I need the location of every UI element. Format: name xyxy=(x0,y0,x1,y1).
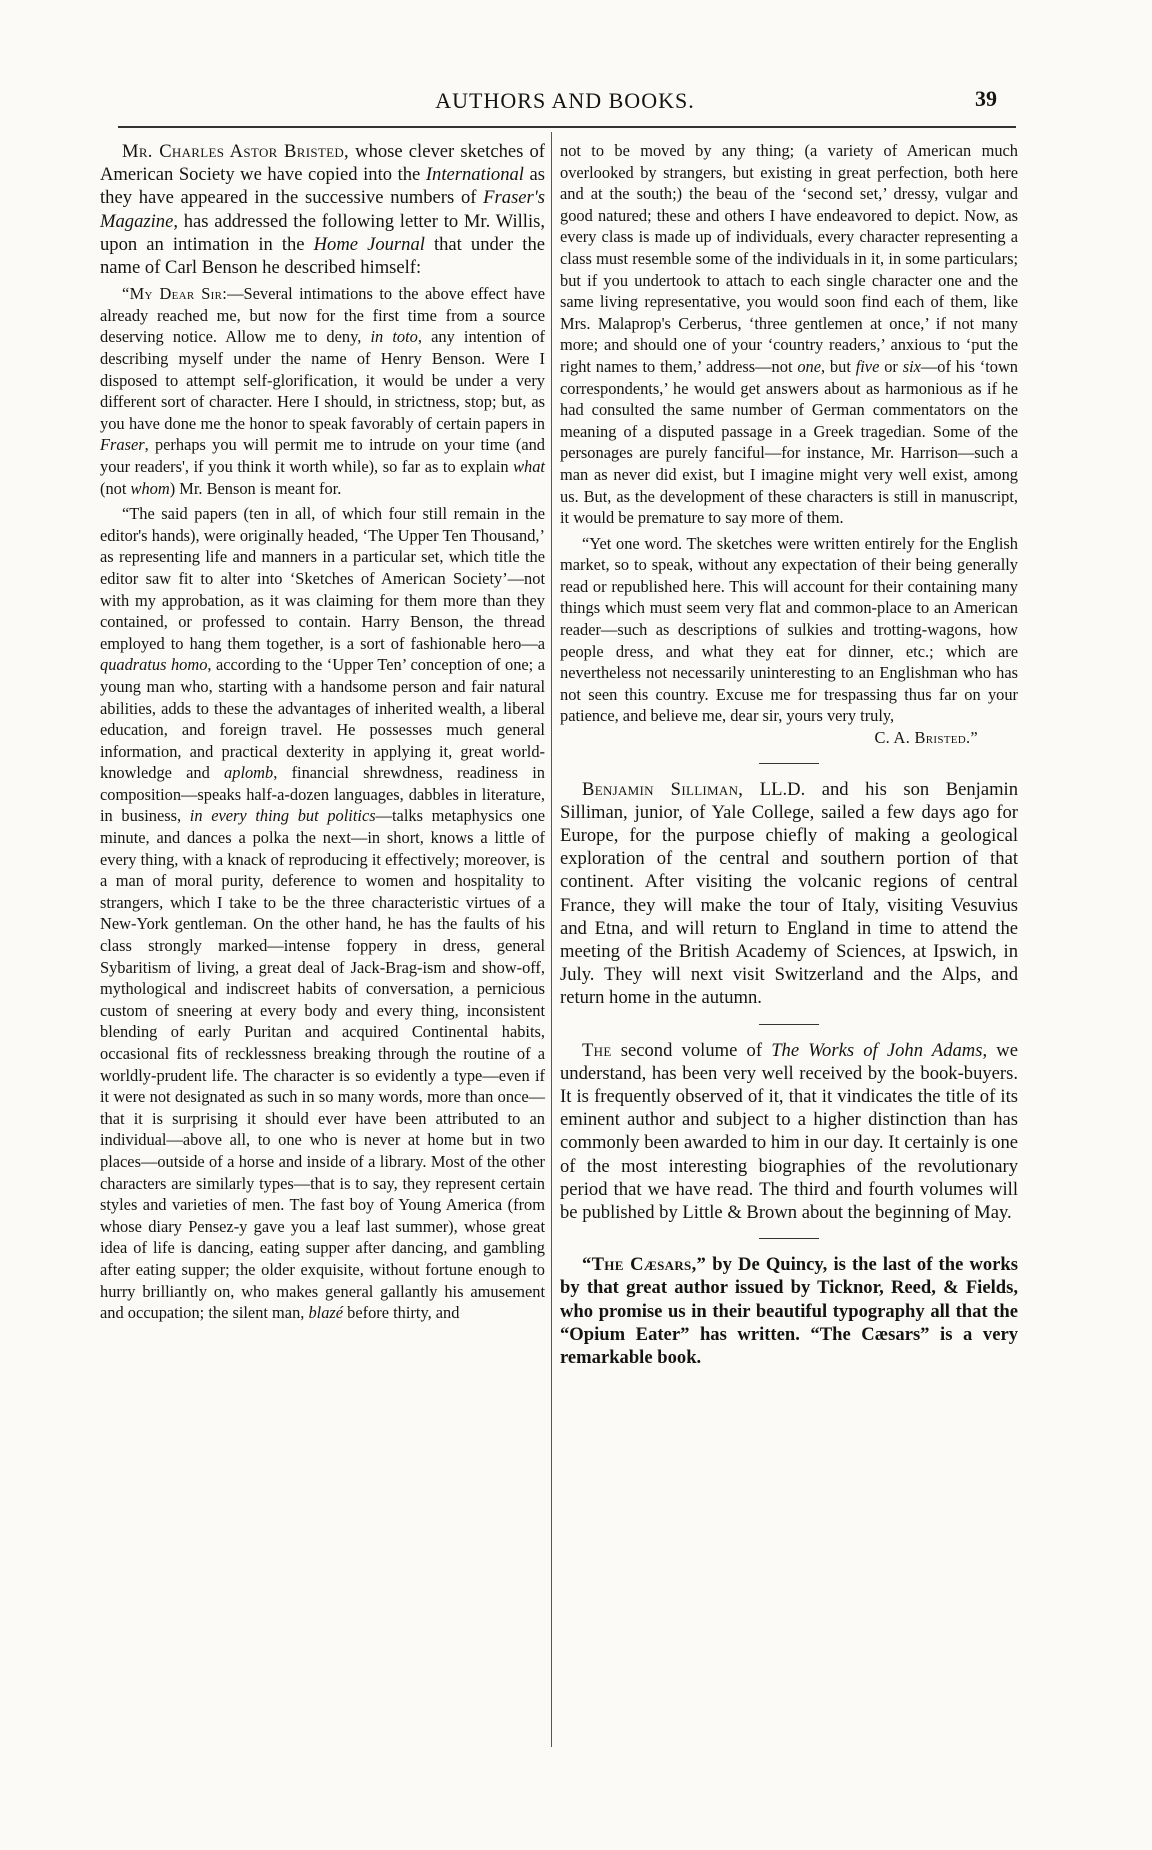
text-run: “The said papers (ten in all, of which four still remain in the editor's hands), were originally headed, ‘The Upper Ten Thousand,’ as representing life and manners in a particular set, which title the editor saw fit to alter into ‘Sketches of American Society’—not with my approbation, as it was claiming for them more than they contained, or professed to contain. Harry Benson, the thread employed to hang them together, is a sort of fashionable hero—a xyxy=(100,504,545,653)
text-run: , perhaps you will permit me to intrude on your time (and your readers', if you think it worth while), so far as to explain xyxy=(100,435,545,476)
italic-run: one xyxy=(797,356,821,376)
text-run: , according to the ‘Upper Ten’ conception of one; a young man who, starting with a handsome person and fair natural abilities, adds to these the advantages of inherited wealth, a liberal education, and foreign travel. He possesses much general information, and practical dexterity in applying it, great world-knowledge and xyxy=(100,655,545,783)
text-run: , we understand, has been very well received by the book-buyers. It is frequently observed of it, that it vindicates the title of its eminent author and subject to a higher distinction than has commonly been awarded to him in our day. It certainly is one of the most interesting biographies of the revolutionary period that we have read. The third and fourth volumes will be published by Little & Brown about the beginning of May. xyxy=(560,1039,1018,1224)
adams-paragraph xyxy=(560,1039,1018,1225)
caesars-paragraph xyxy=(560,1253,1018,1369)
text-run: , any intention of describing myself under the name of Henry Benson. Were I disposed to attempt self-glorification, it would be under a very different sort of character. Here I should, in strictness, stop; but, as you have done me the honor to speak favorably of certain papers in xyxy=(100,327,545,433)
adams-lead: The xyxy=(582,1039,612,1061)
letter-paragraph-2 xyxy=(100,503,545,1324)
text-run: , but xyxy=(821,356,856,376)
text-run: whose clever sketches of American Society we have copied into the xyxy=(100,141,545,186)
letter-signature: C. A. Bristed.” xyxy=(874,728,978,748)
text-run: —talks metaphysics one minute, and dances a polka the next—in short, knows a little of every thing, with a knack of reproducing it effectively; moreover, is a man of moral purity, deference to women and hospitality to strangers, which I take to be the three characteristic virtues of a New-York gentleman. On the other hand, he has the faults of his class strongly marked—intense foppery in dress, general Sybaritism of living, a great deal of Jack-Brag-ism and show-off, mythological and indiscreet habits of conversation, a pernicious custom of sneering at every body and every thing, inconsistent blending of early Puritan and acquired Continental habits, occasional fits of recklessness breaking through the routine of a worldly-prudent life. The character is so evidently a type—even if it were not designated as such in so many words, more than once—that it is surprising it should ever have been attributed to an individual—above all, to one who is never at home but in two places—outside of a horse and inside of a library. Most of the other characters are similarly types—that is to say, they represent certain styles and varieties of men. The fast boy of Young America (from whose diary Pensez-y gave you a leaf last summer), whose great idea of life is dancing, eating supper after dancing, and gambling after eating supper; the older exquisite, without fortune enough to hurry brilliantly on, who makes general gallantly his amusement and occupation; the silent man, xyxy=(100,806,546,1323)
bristed-name: Mr. Charles Astor Bristed, xyxy=(122,141,349,162)
italic-run: Fraser xyxy=(100,435,145,455)
italic-run: six xyxy=(902,356,921,376)
section-separator xyxy=(759,1238,819,1239)
text-run: as they have appeared in the successive numbers of xyxy=(100,164,545,209)
italic-run: in every thing but politics xyxy=(189,806,376,826)
italic-run: Fraser's Magazine xyxy=(100,187,545,232)
italic-run: quadratus homo xyxy=(100,655,208,675)
section-separator xyxy=(759,763,819,764)
running-title: AUTHORS AND BOOKS. xyxy=(435,88,695,113)
text-run: second volume of xyxy=(611,1039,772,1061)
letter-closing-paragraph xyxy=(560,533,1018,749)
bristed-intro-paragraph xyxy=(100,140,545,279)
silliman-name: Benjamin Silliman, xyxy=(582,778,744,800)
text-run: before thirty, and xyxy=(343,1303,460,1323)
italic-run: whom xyxy=(130,478,170,498)
page-number: 39 xyxy=(975,86,997,111)
text-run: not to be moved by any thing; (a variety of American much overlooked by strangers, but existing in great perfection, both here and at the south;) the beau of the ‘second set,’ dressy, vulgar and good natured; these and others I have endeavored to depict. Now, as every class is made up of individuals, every character representing a class must resemble some of the individuals in it, in some particulars; but if you undertook to attach to each single character one and the same living representative, you would soon find each of them, like Mrs. Malaprop's Cerberus, ‘three gentlemen at once,’ if not many more; and should one of your ‘country readers,’ anxious to ‘put the right names to them,’ address—not xyxy=(560,141,1018,376)
left-column xyxy=(100,140,545,1328)
silliman-paragraph xyxy=(560,778,1018,1010)
italic-run: Home Journal xyxy=(313,233,425,255)
text-run: “Yet one word. The sketches were written entirely for the English market, so to speak, without any expectation of their being generally read or republished here. This will account for their containing many things which must seem very flat and common-place to an American reader—such as descriptions of sulkies and trotting-wagons, how people dress, and what they eat for dinner, etc.; which are nevertheless not necessarily uninteresting to an Englishman who has not seen this country. Excuse me for trespassing thus far on your patience, and believe me, dear sir, yours very truly, xyxy=(560,533,1018,726)
letter-salutation: “My Dear Sir: xyxy=(122,284,228,304)
italic-run: aplomb xyxy=(224,763,274,783)
text-run: ) Mr. Benson is meant for. xyxy=(169,478,342,498)
text-run: —of his ‘town correspondents,’ he would get answers about as harmonious as if he had consulted the same number of German commentators on the meaning of a disputed passage in a Greek tragedian. Some of the personages are purely fanciful—for instance, Mr. Harrison—such a man as never did exist, but I imagine might very well exist, among us. But, as the development of these characters is still in manuscript, it would be premature to say more of them. xyxy=(560,356,1018,528)
italic-run: The Works of John Adams xyxy=(771,1039,983,1061)
text-run: that under the name of Carl Benson he described himself: xyxy=(100,233,546,279)
text-run: or xyxy=(879,356,903,376)
italic-run: International xyxy=(425,164,524,186)
italic-run: blazé xyxy=(308,1303,344,1323)
column-rule xyxy=(551,132,552,1747)
text-run: (not xyxy=(100,478,131,498)
text-run: —Several intimations to the above effect have already reached me, but now for the first time from a source deserving notice. Allow me to deny, xyxy=(100,284,545,347)
right-column xyxy=(560,140,1018,1373)
text-run: , has addressed the following letter to Mr. Willis, upon an intimation in the xyxy=(100,210,545,255)
letter-paragraph-1 xyxy=(100,283,545,499)
letter-continuation xyxy=(560,140,1018,529)
italic-run: in toto xyxy=(370,327,418,347)
text-run: , financial shrewdness, readiness in composition—speaks half-a-dozen languages, dabbles in literature, in business, xyxy=(100,763,545,826)
text-run: by De Quincy, is the last of the works by that great author issued by Ticknor, Reed, & Fields, who promise us in their beautiful typography all that the “Opium Eater” has written. “The Cæsars” is a very remarkable book. xyxy=(560,1254,1018,1369)
italic-run: what xyxy=(513,456,545,476)
header-rule xyxy=(118,126,1016,128)
italic-run: five xyxy=(855,356,880,376)
caesars-lead: “The Cæsars,” xyxy=(582,1254,707,1276)
text-run: LL.D. and his son Benjamin Silliman, junior, of Yale College, sailed a few days ago for Europe, for the purpose chiefly of making a geological exploration of the central and southern portion of that continent. After visiting the volcanic regions of central France, they will make the tour of Italy, visiting Vesuvius and Etna, and will return to England in time to attend the meeting of the British Academy of Sciences, at Ipswich, in July. They will next visit Switzerland and the Alps, and return home in the autumn. xyxy=(560,778,1018,1009)
section-separator xyxy=(759,1024,819,1025)
